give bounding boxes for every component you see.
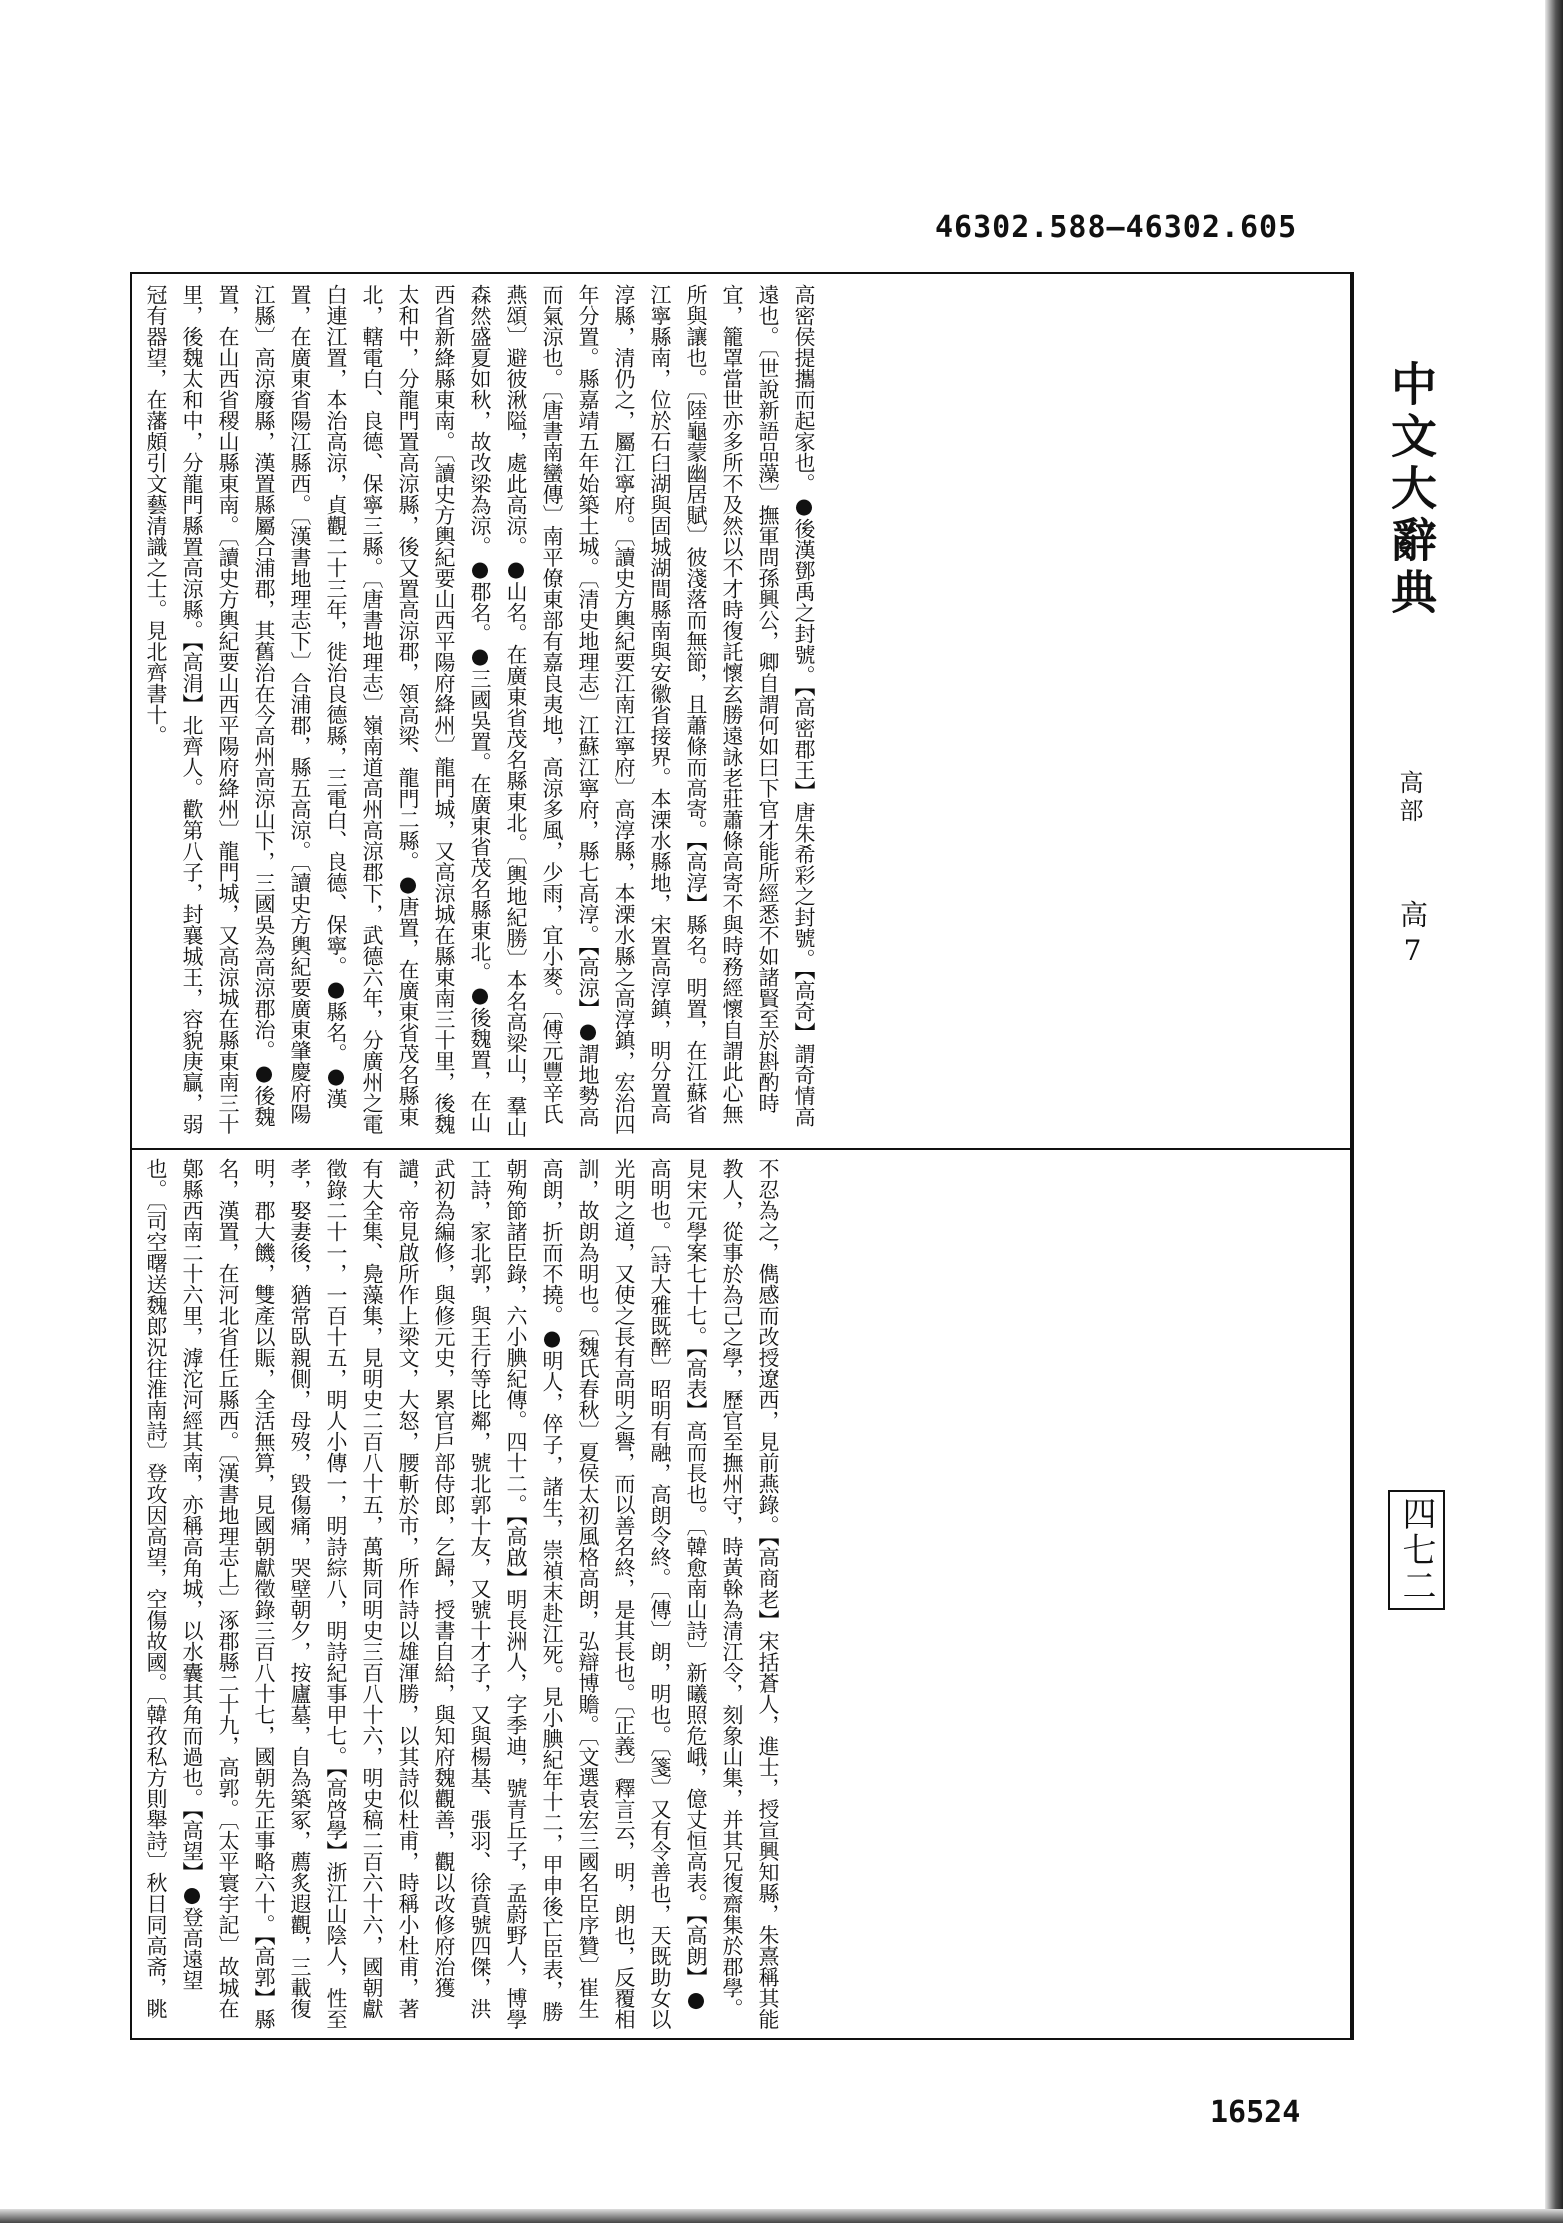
page-number: 16524 [1210,2095,1301,2130]
radical-section: 高部 [1395,770,1423,826]
top-panel-text: 高密侯提攜而起家也。●後漢鄧禹之封號。【高密郡王】唐朱希彩之封號。【高奇】謂奇情高遠也。〔世說新語品藻〕撫軍問孫興公，卿自謂何如曰下官才能所經悉不如諸賢至於斟酌時宜，籠罩當世亦多所不及然以不才時復託懷玄勝遠詠老莊蕭條高寄不與時務經懷自謂此心無所與讓也。〔陸龜蒙幽居賦〕彼淺落而無節，且蕭條而高寄。【高淳】縣名。明置，在江蘇省江寧縣南，位於石臼湖與固城湖間縣南與安徽省接界。本溧水縣地，宋置高淳鎮，明分置高淳縣，清仍之，屬江寧府。〔讀史方輿紀要江南江寧府〕高淳縣，本溧水縣之高淳鎮，宏治四年分置。縣嘉靖五年始築土城。〔清史地理志〕江蘇江寧府，縣七高淳。【高涼】●謂地勢高而氣涼也。〔唐書南蠻傳〕南平僚東部有嘉良夷地，高涼多風，少雨，宜小麥。〔傅元豐辛氏燕頌〕避彼湫隘，處此高涼。●山名。在廣東省茂名縣東北。〔輿地紀勝〕本名高梁山，羣山森然盛夏如秋，故改梁為涼。●郡名。●三國吳置。在廣東省茂名縣東北。●後魏置，在山西省新絳縣東南。〔讀史方輿紀要山西平陽府絳州〕龍門城，又高涼城在縣東南三十里，後魏太和中，分龍門置高涼縣，後又置高涼郡，領高梁、龍門二縣。●唐置，在廣東省茂名縣東北，轄電白、良德、保寧三縣。〔唐書地理志〕嶺南道高州高涼郡下，武德六年，分廣州之電白連江置，本治高涼，貞觀二十三年，徙治良德縣，三電白、良德、保寧。●縣名。●漢置，在廣東省陽江縣西。〔漢書地理志下〕合浦郡，縣五高涼。〔讀史方輿紀要廣東肇慶府陽江縣〕高涼廢縣，漢置縣屬合浦郡，其舊治在今高州高涼山下，三國吳為高涼郡治。●後魏置，在山西省稷山縣東南。〔讀史方輿紀要山西平陽府絳州〕龍門城，又高涼城在縣東南三十里，後魏太和中，分龍門縣置高涼縣。【高涓】北齊人。歡第八子，封襄城王，容貌庚贏，弱冠有器望，在藩頗引文藝清識之士。見北齊書十。 [144,284,816,1138]
entry-character: 高7 [1396,900,1429,973]
folio-number: 四七二 [1388,1490,1445,1610]
entry-range: 46302.588—46302.605 [935,210,1298,245]
bottom-panel-text: 不忍為之，儁感而改授遼西，見前燕錄。【高商老】宋括蒼人，進士，授宣興知縣，朱熹稱其能教人，從事於為己之學，歷官至撫州守，時黃榦為清江令，刻象山集，并其兄復齋集於郡學。見宋元學案七十七。【高表】高而長也。〔韓愈南山詩〕新曦照危峨，億丈恒高表。【高朗】●高明也。〔詩大雅既醉〕昭明有融，高朗令終。〔傳〕朗，明也。〔箋〕又有令善也，天既助女以光明之道，又使之長有高明之譽，而以善名終，是其長也。〔正義〕釋言云，明，朗也，反覆相訓，故朗為明也。〔魏氏春秋〕夏侯太初風格高朗，弘辯博贍。〔文選袁宏三國名臣序贊〕崔生高朗，折而不撓。●明人，倅子，諸生，崇禎末赴江死。見小腆紀年十二，甲申後亡臣表，勝朝殉節諸臣錄，六小腆紀傳。四十二。【高啟】明長洲人，字季迪，號青丘子，孟蔚野人，博學工詩，家北郭，與王行等比鄰，號北郭十友，又號十才子，又與楊基、張羽、徐賁號四傑，洪武初為編修，與修元史，累官戶部侍郎，乞歸，授書自給，與知府魏觀善，觀以改修府治獲譴，帝見啟所作上梁文，大怒，腰斬於市，所作詩以雄渾勝，以其詩似杜甫，時稱小杜甫，著有大全集、鳧藻集，見明史二百八十五，萬斯同明史三百八十六，明史稿二百六十六，國朝獻徵錄二十一，一百十五，明人小傳一，明詩綜八，明詩紀事甲七。【高啓學】浙江山陰人，性至孝，娶妻後，猶常臥親側，母歿，毀傷痛，哭壁朝夕，按廬墓，自為築冢，薦炙遐觀，三載復明，郡大饑，雙產以賑，全活無算，見國朝獻徵錄三百八十七，國朝先正事略六十。【高郭】縣名，漢置，在河北省任丘縣西。〔漢書地理志上〕涿郡縣二十九，高郭。〔太平寰宇記〕故城在鄚縣西南二十六里，滹沱河經其南，亦稱高角城，以水囊其角而過也。【高望】●登高遠望也。〔司空曙送魏郎況往淮南詩〕登攻因高望，空傷故國。〔韓孜私方則舉詩〕秋日同高斋，眺 [144,1158,780,2030]
scan-edge-bottom [0,2209,1563,2223]
header-strip-divider [1352,272,1354,2040]
scan-edge-right [1545,0,1563,2223]
bottom-panel [134,1152,1348,2036]
horizontal-divider [130,1148,1352,1150]
dictionary-title: 中文大辭典 [1384,360,1438,620]
top-panel [134,278,1348,1144]
